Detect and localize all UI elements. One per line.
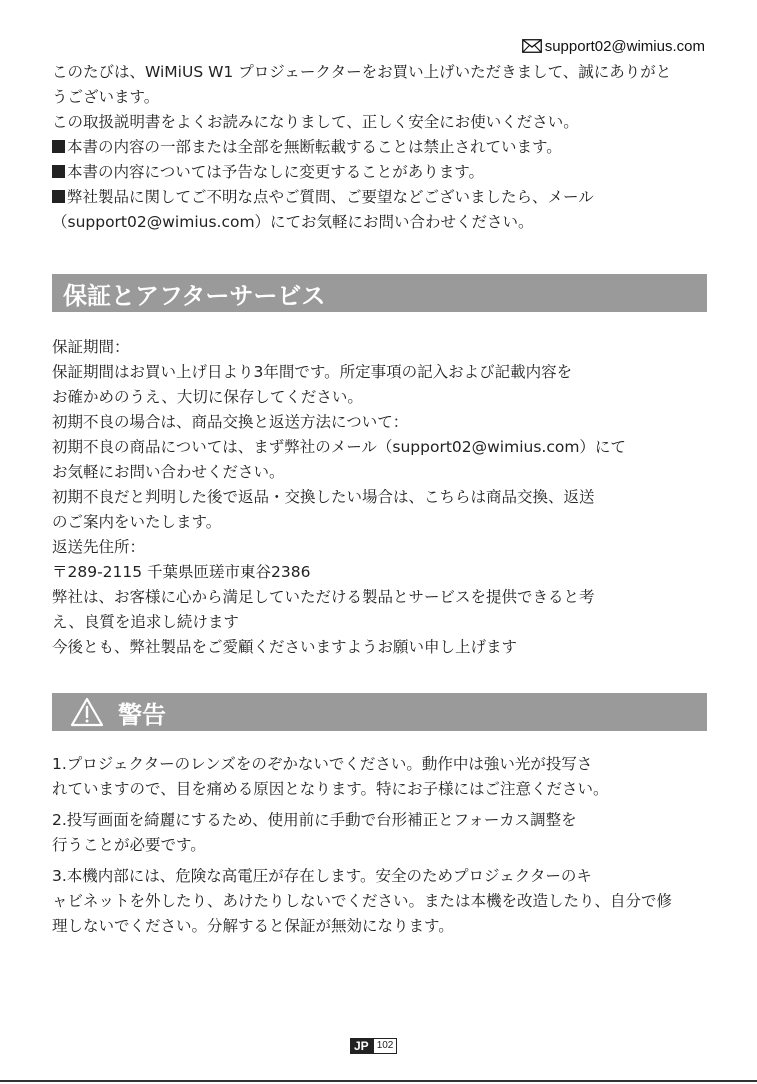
intro-text xyxy=(52,60,712,235)
intro-bullet-line xyxy=(52,185,712,210)
warranty-line: 返送先住所： xyxy=(52,538,146,556)
page-number: 102 xyxy=(373,1038,398,1054)
intro-line: うございます。 xyxy=(52,88,160,106)
warning-item-line: 行うことが必要です。 xyxy=(52,836,206,854)
intro-bullet-line xyxy=(52,135,712,160)
language-label: JP xyxy=(350,1038,373,1054)
warning-item-line: 3.本機内部には、危険な高電圧が存在します。安全のためプロジェクターのキ xyxy=(52,867,592,885)
warranty-line: 弊社は、お客様に心から満足していただける製品とサービスを提供できると考 xyxy=(52,588,595,606)
warranty-body xyxy=(52,335,712,660)
warning-item-line: ャビネットを外したり、あけたりしないでください。または本機を改造したり、自分で修 xyxy=(52,892,673,910)
warranty-line: 初期不良の場合は、商品交換と返送方法について： xyxy=(52,413,409,431)
support-email-header xyxy=(522,36,705,56)
warning-item xyxy=(52,808,712,858)
intro-line-text: 本書の内容の一部または全部を無断転載することは禁止されています。 xyxy=(67,138,562,156)
warning-body xyxy=(52,752,712,945)
intro-line: このたびは、WiMiUS W1 プロジェークターをお買い上げいただきまして、誠にありがと xyxy=(52,63,672,81)
warranty-line: お確かめのうえ、大切に保存してください。 xyxy=(52,388,363,406)
warning-section-header xyxy=(52,693,707,731)
return-address: 〒289-2115 千葉県匝瑳市東谷2386 xyxy=(52,563,311,581)
warning-item xyxy=(52,752,712,802)
warranty-line: のご案内をいたします。 xyxy=(52,513,222,531)
intro-line: この取扱説明書をよくお読みになりまして、正しく安全にお使いください。 xyxy=(52,113,579,131)
warranty-line: 初期不良の商品については、まず弊社のメール（support02@wimius.com）にて xyxy=(52,438,626,456)
warning-item-line: れていますので、目を痛める原因となります。特にお子様にはご注意ください。 xyxy=(52,780,609,798)
intro-line: （support02@wimius.com）にてお気軽にお問い合わせください。 xyxy=(52,213,534,231)
support-email-text: support02@wimius.com xyxy=(544,37,705,55)
intro-line-text: 弊社製品に関してご不明な点やご質問、ご要望などございましたら、メール xyxy=(67,188,594,206)
warranty-section-header xyxy=(52,274,707,312)
warning-item-line: 1.プロジェクターのレンズをのぞかないでください。動作中は強い光が投写さ xyxy=(52,755,593,773)
intro-line-text: 本書の内容については予告なしに変更することがあります。 xyxy=(67,163,484,181)
black-square-bullet-icon xyxy=(52,140,65,153)
warranty-line: お気軽にお問い合わせください。 xyxy=(52,463,285,481)
warranty-line: 保証期間はお買い上げ日より3年間です。所定事項の記入および記載内容を xyxy=(52,363,573,381)
warranty-line: 初期不良だと判明した後で返品・交換したい場合は、こちらは商品交換、返送 xyxy=(52,488,595,506)
warning-item-line: 理しないでください。分解すると保証が無効になります。 xyxy=(52,917,454,935)
warning-item-line: 2.投写画面を綺麗にするため、使用前に手動で台形補正とフォーカス調整を xyxy=(52,811,577,829)
warning-triangle-icon xyxy=(70,697,104,727)
intro-bullet-line xyxy=(52,160,712,185)
page-number-badge xyxy=(350,1038,397,1054)
warranty-section-title: 保証とアフターサービス xyxy=(63,281,326,310)
mail-icon xyxy=(522,39,542,53)
warranty-line: 今後とも、弊社製品をご愛顧くださいますようお願い申し上げます xyxy=(52,638,518,656)
black-square-bullet-icon xyxy=(52,165,65,178)
warranty-line: 保証期間： xyxy=(52,338,130,356)
bottom-rule xyxy=(0,1080,757,1082)
black-square-bullet-icon xyxy=(52,190,65,203)
warning-section-title: 警告 xyxy=(118,700,166,729)
warranty-line: え、良質を追求し続けます xyxy=(52,613,239,631)
warning-item xyxy=(52,864,712,939)
